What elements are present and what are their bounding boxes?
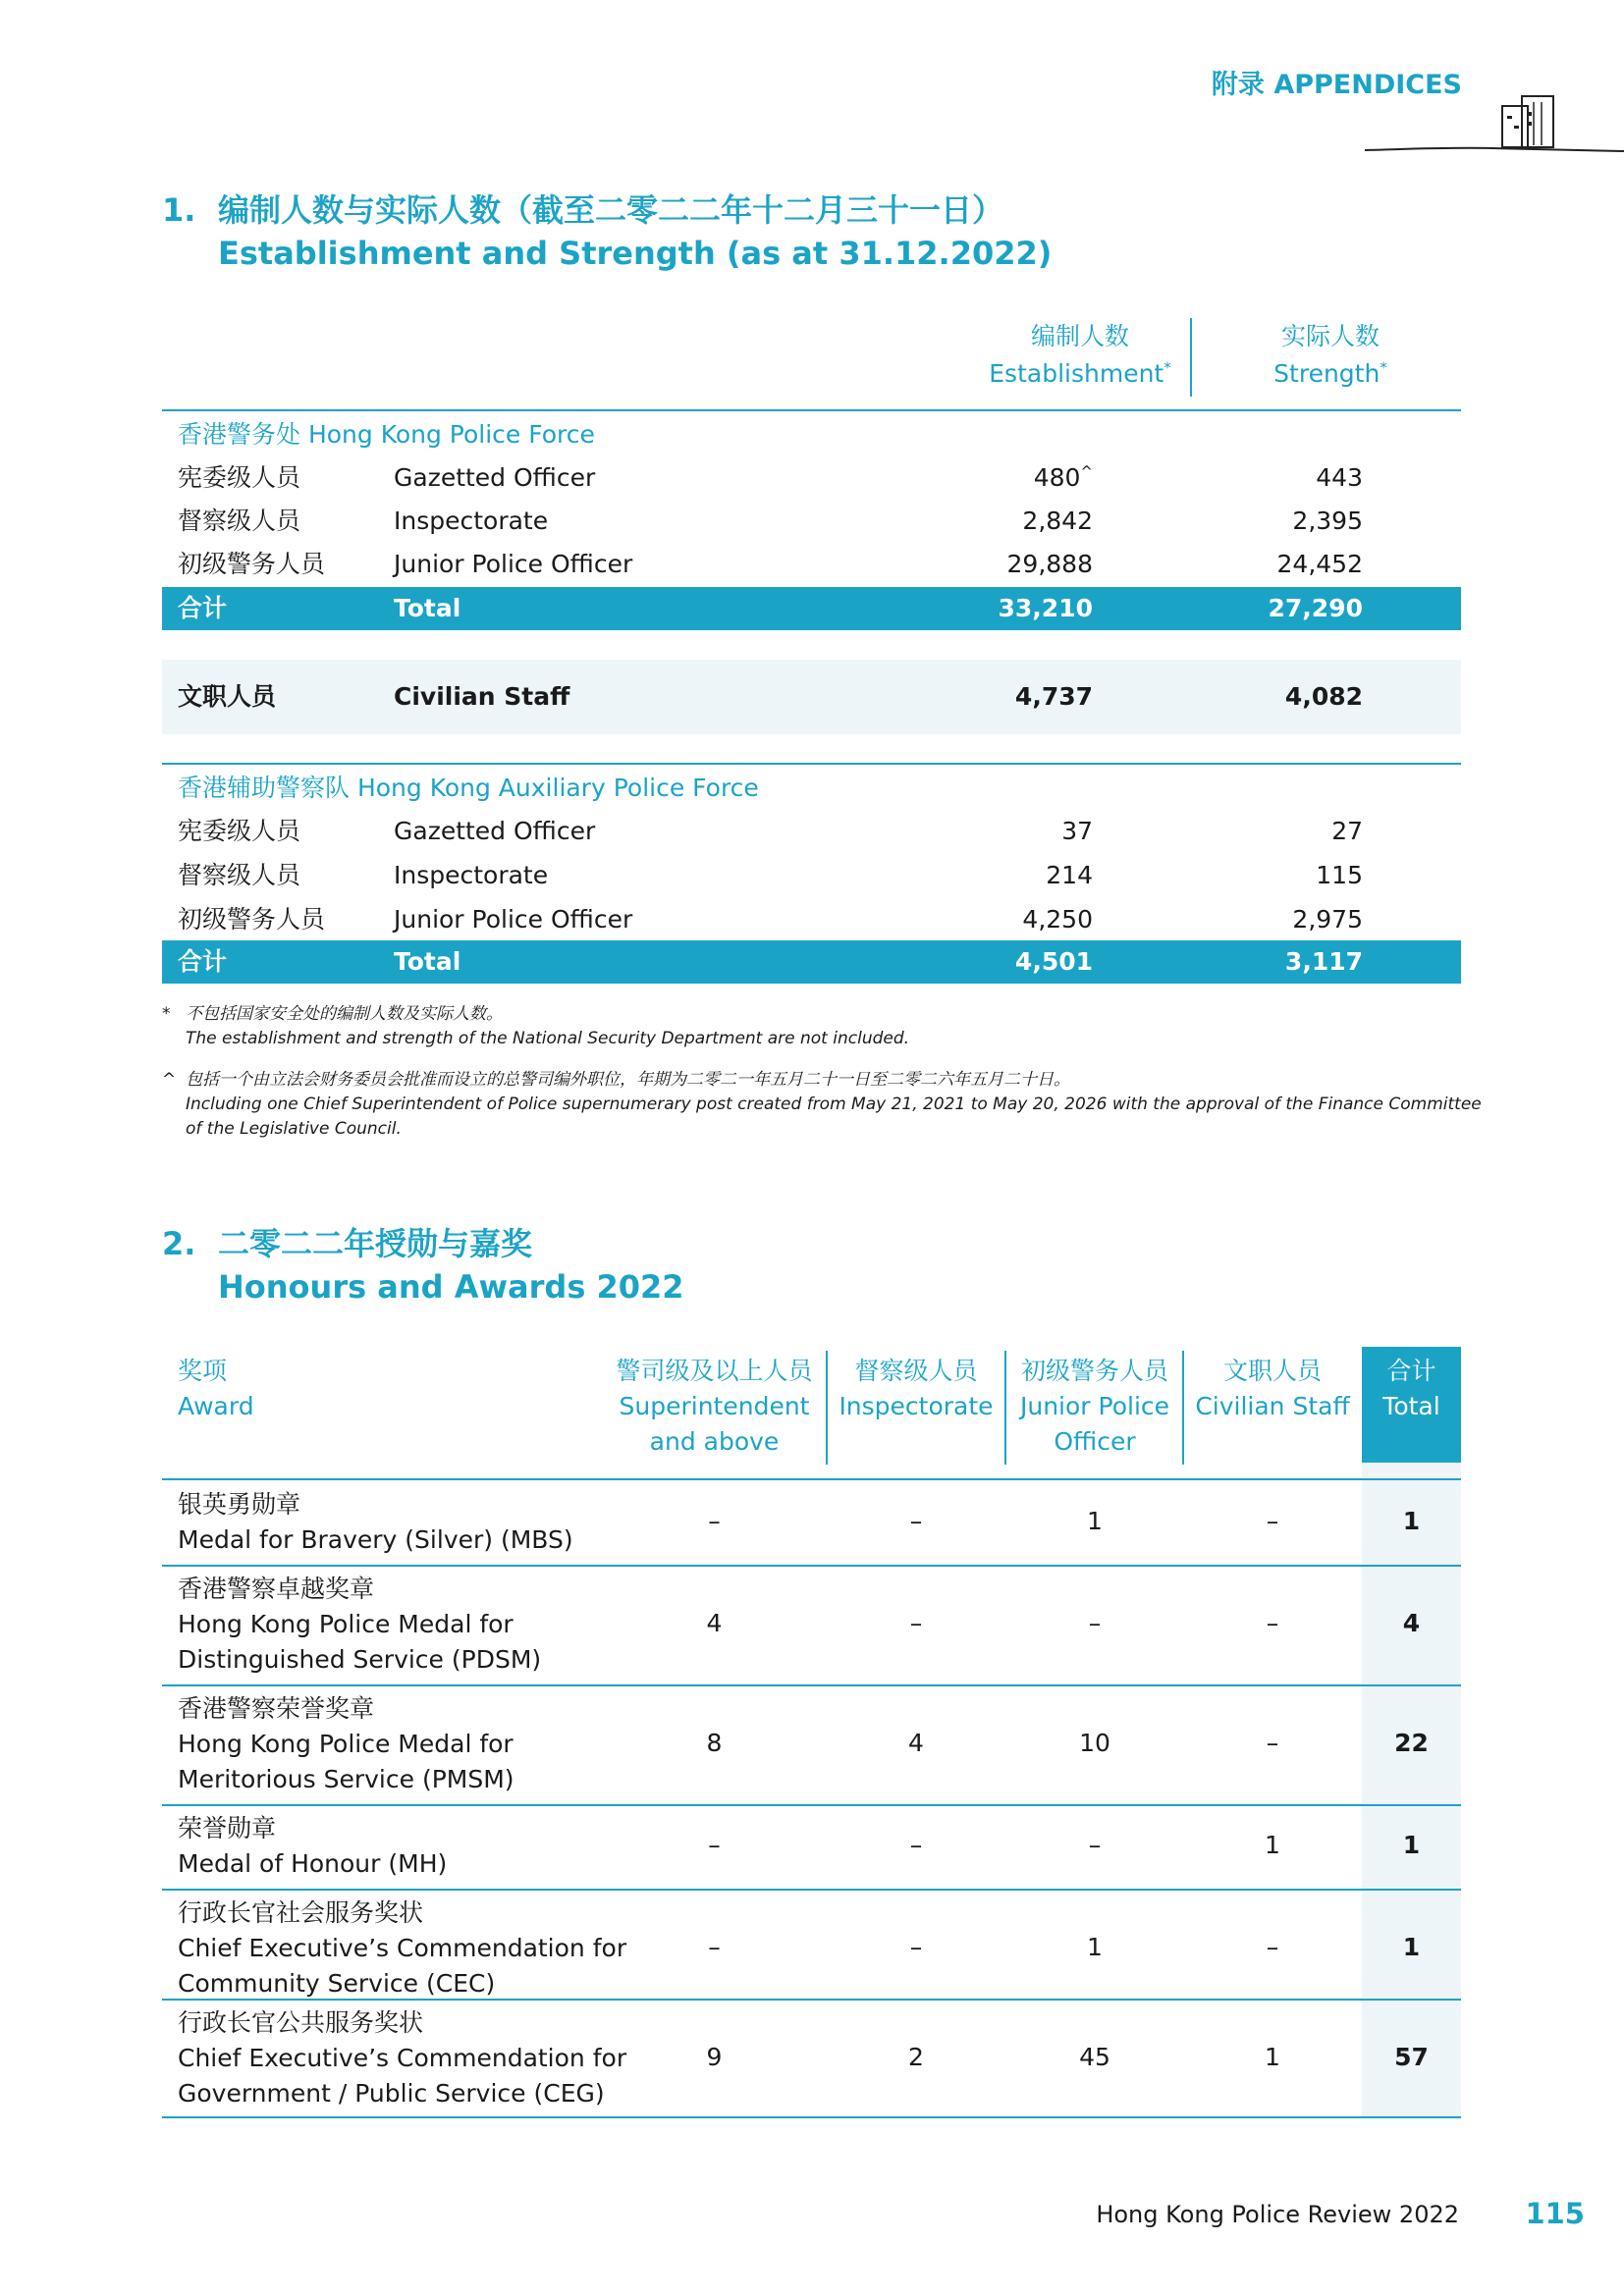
table-rule	[162, 763, 1461, 765]
section1-number: 1.	[162, 191, 196, 229]
section2-title-en: Honours and Awards 2022	[218, 1268, 684, 1306]
footnote	[162, 1068, 1482, 1142]
table-rule	[162, 409, 1461, 411]
establishment-table-header	[162, 318, 1461, 416]
award-name	[178, 1811, 447, 1882]
row-label-en: Inspectorate	[394, 861, 549, 889]
jpo-count: –	[1088, 1609, 1102, 1637]
total-row-hkapf	[162, 940, 1461, 984]
strength-value: 4,082	[1284, 682, 1363, 711]
award-name-zh: 银英勇勋章	[178, 1490, 301, 1519]
row-label-zh: 督察级人员	[178, 861, 301, 889]
civilian-count: 1	[1265, 2043, 1280, 2071]
section1-title-zh: 编制人数与实际人数（截至二零二二年十二月三十一日）	[218, 191, 1004, 229]
footnote-mark: ^	[1080, 462, 1093, 481]
header-zh: 警司级及以上人员	[616, 1357, 813, 1385]
inspectorate-count: –	[909, 1831, 923, 1859]
award-name-zh: 香港警察荣誉奖章	[178, 1694, 375, 1723]
award-row	[162, 1484, 1461, 1565]
footnote-mark: ^	[162, 1070, 177, 1090]
establishment-col-zh: 编制人数	[1030, 322, 1129, 350]
strength-value: 443	[1316, 463, 1363, 492]
row-label-zh: 初级警务人员	[178, 905, 326, 934]
header-en: Junior Police	[1019, 1392, 1170, 1420]
total-count: 1	[1402, 1831, 1421, 1859]
total-count: 57	[1394, 2043, 1429, 2071]
strength-col-mark: *	[1380, 358, 1387, 377]
award-name	[178, 1487, 573, 1558]
jpo-count: –	[1088, 1831, 1102, 1859]
table-rule	[162, 1889, 1461, 1891]
building-illustration	[1365, 90, 1624, 155]
table-row	[162, 810, 1461, 853]
group-label-text: 香港警务处 Hong Kong Police Force	[178, 420, 595, 449]
row-label-en: Civilian Staff	[394, 682, 570, 711]
award-row	[162, 1688, 1461, 1804]
award-name-en: Chief Executive’s Commendation for	[178, 1934, 627, 1962]
footnote-zh: 包括一个由立法会财务委员会批准而设立的总警司编外职位，年期为二零二一年五月二十一日至二零二六年五月二十日。	[186, 1070, 1070, 1090]
header-divider	[1190, 318, 1192, 397]
table-rule	[162, 1999, 1461, 2001]
total-count: 4	[1402, 1609, 1421, 1637]
superintendent-count: –	[708, 1831, 721, 1859]
table-rule	[162, 1565, 1461, 1567]
award-row	[162, 1808, 1461, 1889]
award-name-en: Distinguished Service (PDSM)	[178, 1645, 542, 1674]
group-label-hkpf	[162, 413, 1461, 456]
establishment-value	[1034, 456, 1093, 500]
footnote-zh: 不包括国家安全处的编制人数及实际人数。	[186, 1004, 503, 1024]
award-row	[162, 1893, 1461, 2008]
table-row	[162, 456, 1461, 500]
header-en: Officer	[1054, 1427, 1136, 1456]
establishment-value: 33,210	[998, 594, 1093, 622]
row-label-zh: 初级警务人员	[178, 550, 326, 578]
row-label-en: Gazetted Officer	[394, 817, 596, 845]
civilian-count: –	[1266, 1507, 1279, 1535]
section2-number: 2.	[162, 1225, 196, 1262]
civilian-count: –	[1266, 1933, 1279, 1961]
establishment-value: 4,737	[1014, 682, 1093, 711]
superintendent-count: 4	[706, 1609, 723, 1637]
strength-value: 24,452	[1276, 550, 1363, 578]
establishment-value: 2,842	[1022, 507, 1093, 535]
group-label-hkapf	[162, 767, 1461, 810]
award-name-en: Community Service (CEC)	[178, 1969, 496, 1998]
row-label-zh: 宪委级人员	[178, 817, 301, 845]
inspectorate-count: –	[909, 1933, 923, 1961]
establishment-value: 4,501	[1014, 947, 1093, 976]
superintendent-count: 8	[706, 1729, 723, 1757]
award-name-zh: 荣誉勋章	[178, 1814, 277, 1842]
row-label-en: Gazetted Officer	[394, 463, 596, 492]
group-label-text: 香港辅助警察队 Hong Kong Auxiliary Police Force	[178, 774, 759, 802]
table-row	[162, 898, 1461, 941]
total-count: 1	[1402, 1933, 1421, 1961]
award-name-en: Hong Kong Police Medal for	[178, 1730, 514, 1758]
award-name-zh: 行政长官公共服务奖状	[178, 2008, 424, 2037]
table-row	[162, 854, 1461, 897]
row-label-zh: 合计	[178, 594, 228, 622]
award-name-zh: 行政长官社会服务奖状	[178, 1898, 424, 1927]
strength-value: 2,395	[1292, 507, 1363, 535]
establishment-value: 37	[1061, 817, 1093, 845]
inspectorate-count: –	[909, 1507, 923, 1535]
header-en: Superintendent	[619, 1392, 810, 1420]
header-en: Total	[1382, 1392, 1440, 1420]
section2-title	[162, 1222, 684, 1308]
establishment-value: 4,250	[1022, 905, 1093, 934]
superintendent-count: 9	[706, 2043, 723, 2071]
header-zh: 合计	[1386, 1357, 1436, 1385]
inspectorate-count: 2	[908, 2043, 924, 2071]
award-name	[178, 1691, 514, 1797]
jpo-count: 1	[1087, 1507, 1103, 1535]
header-en: Inspectorate	[839, 1392, 994, 1420]
civilian-count: 1	[1265, 1831, 1280, 1859]
page-number: 115	[1525, 2197, 1585, 2230]
total-count: 22	[1394, 1729, 1429, 1757]
total-count: 1	[1402, 1507, 1421, 1535]
award-name-en: Medal of Honour (MH)	[178, 1849, 448, 1878]
footnote-en: Including one Chief Superintendent of Police supernumerary post created from May 21, 2021 to May 20, 2026 with the approval of the Finance Committee of the Legislative Council.	[186, 1095, 1482, 1139]
establishment-col-en: Establishment	[989, 359, 1164, 388]
table-rule	[162, 1478, 1461, 1480]
table-rule	[162, 1684, 1461, 1686]
establishment-value: 29,888	[1006, 550, 1093, 578]
row-label-en: Junior Police Officer	[394, 905, 633, 934]
award-name-en: Medal for Bravery (Silver) (MBS)	[178, 1525, 573, 1554]
strength-value: 2,975	[1292, 905, 1363, 934]
row-label-en: Total	[394, 594, 461, 622]
row-label-zh: 宪委级人员	[178, 463, 301, 492]
row-label-en: Inspectorate	[394, 507, 549, 535]
establishment-value: 214	[1046, 861, 1093, 889]
header-zh: 督察级人员	[854, 1357, 978, 1385]
jpo-count: 1	[1087, 1933, 1103, 1961]
award-name	[178, 2005, 626, 2111]
row-label-zh: 合计	[178, 947, 228, 976]
jpo-count: 45	[1079, 2043, 1110, 2071]
appendix-header: 附录 APPENDICES	[1211, 70, 1462, 100]
civilian-staff-row	[162, 660, 1461, 734]
award-name-en: Government / Public Service (CEG)	[178, 2079, 605, 2108]
award-name-en: Chief Executive’s Commendation for	[178, 2044, 627, 2072]
footnote-mark: *	[162, 1004, 171, 1024]
superintendent-count: –	[708, 1507, 721, 1535]
superintendent-count: –	[708, 1933, 721, 1961]
inspectorate-col-header	[828, 1347, 1004, 1463]
civilian-col-header	[1184, 1347, 1361, 1463]
table-rule	[162, 1804, 1461, 1806]
row-label-zh: 督察级人员	[178, 507, 301, 535]
award-name	[178, 1896, 626, 2002]
inspectorate-count: 4	[908, 1729, 924, 1757]
header-zh: 初级警务人员	[1020, 1357, 1168, 1385]
strength-col-header	[1232, 318, 1429, 393]
footnote	[162, 1002, 1482, 1051]
award-name-zh: 香港警察卓越奖章	[178, 1575, 375, 1603]
superintendent-col-header	[604, 1347, 825, 1463]
row-label-en: Junior Police Officer	[394, 550, 633, 578]
header-zh: 文职人员	[1222, 1357, 1322, 1385]
header-en: Civilian Staff	[1195, 1392, 1350, 1420]
section2-title-zh: 二零二二年授勋与嘉奖	[218, 1225, 533, 1262]
table-row	[162, 543, 1461, 586]
total-row-hkpf	[162, 587, 1461, 630]
publication-title: Hong Kong Police Review 2022	[1096, 2201, 1459, 2228]
footnote-en: The establishment and strength of the National Security Department are not included.	[186, 1029, 910, 1048]
strength-value: 3,117	[1284, 947, 1363, 976]
strength-value: 27	[1331, 817, 1363, 845]
strength-col-en: Strength	[1273, 359, 1380, 388]
table-rule	[162, 2116, 1461, 2118]
strength-value: 115	[1316, 861, 1363, 889]
header-zh: 奖项	[178, 1357, 228, 1385]
civilian-count: –	[1266, 1729, 1279, 1757]
table-row	[162, 500, 1461, 543]
row-label-en: Total	[394, 947, 461, 976]
award-name	[178, 1572, 541, 1678]
row-label-zh: 文职人员	[178, 682, 277, 711]
section1-title	[162, 188, 1052, 275]
jpo-count: 10	[1079, 1729, 1110, 1757]
establishment-col-mark: *	[1164, 358, 1171, 377]
establishment-col-header	[952, 318, 1208, 393]
total-col-header	[1362, 1347, 1461, 1463]
inspectorate-count: –	[909, 1609, 923, 1637]
award-name-en: Hong Kong Police Medal for	[178, 1610, 514, 1638]
award-row	[162, 1569, 1461, 1684]
award-name-en: Meritorious Service (PMSM)	[178, 1765, 514, 1793]
header-en: Award	[178, 1392, 254, 1420]
jpo-col-header	[1006, 1347, 1183, 1463]
award-col-header	[178, 1347, 472, 1463]
section1-title-en: Establishment and Strength (as at 31.12.2022)	[218, 235, 1053, 272]
header-en: and above	[649, 1427, 780, 1456]
civilian-count: –	[1266, 1609, 1279, 1637]
strength-value: 27,290	[1268, 594, 1363, 622]
award-row	[162, 2002, 1461, 2118]
strength-col-zh: 实际人数	[1280, 322, 1380, 350]
establishment-number: 480	[1033, 463, 1081, 492]
